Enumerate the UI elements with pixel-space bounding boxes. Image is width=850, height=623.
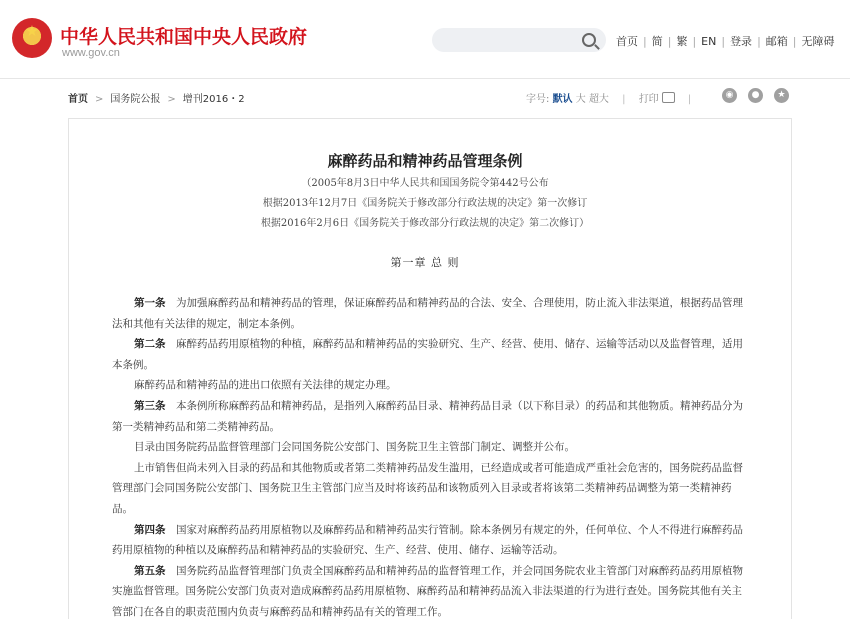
article-label: 第四条 bbox=[134, 523, 166, 536]
breadcrumb bbox=[68, 90, 245, 105]
breadcrumb-current[interactable]: 增刊2016・2 bbox=[182, 94, 245, 105]
article-text: 麻醉药品和精神药品的进出口依照有关法律的规定办理。 bbox=[134, 379, 397, 392]
paragraph bbox=[112, 334, 752, 375]
document-title: 麻醉药品和精神药品管理条例 bbox=[327, 152, 523, 170]
chevron-right-icon: > bbox=[167, 94, 176, 105]
font-size-default[interactable]: 默认 bbox=[552, 94, 573, 105]
nav-separator: | bbox=[721, 35, 726, 48]
wechat-share-icon[interactable]: ● bbox=[748, 88, 763, 103]
nav-login[interactable]: 登录 bbox=[730, 35, 753, 48]
font-size-label: 字号: bbox=[526, 94, 550, 105]
paragraph bbox=[112, 458, 752, 520]
chapter-heading: 第一章 总 则 bbox=[390, 256, 460, 269]
tool-separator: | bbox=[687, 94, 692, 105]
paragraph bbox=[112, 375, 752, 396]
paragraph bbox=[112, 437, 752, 458]
page-tools bbox=[526, 90, 701, 105]
site-title[interactable]: 中华人民共和国中央人民政府 bbox=[60, 26, 308, 48]
paragraph bbox=[112, 396, 752, 437]
nav-simplified[interactable]: 简 bbox=[651, 35, 663, 48]
font-size-xlarge[interactable]: 超大 bbox=[588, 94, 609, 105]
nav-separator: | bbox=[643, 35, 647, 48]
article-label: 第一条 bbox=[134, 297, 166, 309]
article-text: 为加强麻醉药品和精神药品的管理，保证麻醉药品和精神药品的合法、安全、合理使用，防止流入非法渠道，根据药品管理法和其他有关法律的规定，制定本条例。 bbox=[112, 297, 743, 330]
nav-separator: | bbox=[757, 35, 761, 48]
search-input[interactable] bbox=[432, 28, 606, 52]
nav-mail[interactable]: 邮箱 bbox=[765, 35, 788, 48]
breadcrumb-home[interactable]: 首页 bbox=[68, 94, 88, 105]
paragraph bbox=[112, 561, 752, 623]
top-nav bbox=[616, 33, 835, 49]
article-text: 国家对麻醉药品药用原植物以及麻醉药品和精神药品实行管制。除本条例另有规定的外，任何单位、个人不得进行麻醉药品药用原植物的种植以及麻醉药品和精神药品的实验研究、生产、经营、使用、储存、运输等活动。 bbox=[112, 523, 743, 557]
nav-accessibility[interactable]: 无障碍 bbox=[801, 35, 835, 48]
article-label: 第三条 bbox=[134, 399, 166, 412]
document-body bbox=[112, 293, 752, 623]
article-text: 上市销售但尚未列入目录的药品和其他物质或者第二类精神药品发生滥用，已经造成或者可能造成严重社会危害的，国务院药品监督管理部门会同国务院公安部门、国务院卫生主管部门应当及时将该药品和该物质列入目录或者将该第二类精神药品调整为第一类精神药品。 bbox=[112, 461, 743, 515]
article-text: 本条例所称麻醉药品和精神药品，是指列入麻醉药品目录、精神药品目录（以下称目录）的药品和其他物质。精神药品分为第一类精神药品和第二类精神药品。 bbox=[112, 399, 743, 433]
favorite-icon[interactable]: ★ bbox=[774, 88, 789, 103]
print-label: 打印 bbox=[638, 94, 659, 105]
document-subtitle: 根据2013年12月7日《国务院关于修改部分行政法规的决定》第一次修订 bbox=[262, 198, 588, 209]
tool-separator: | bbox=[622, 94, 626, 105]
print-button[interactable] bbox=[639, 94, 675, 105]
article-text: 麻醉药品药用原植物的种植，麻醉药品和精神药品的实验研究、生产、经营、使用、储存、运输等活动以及监督管理，适用本条例。 bbox=[112, 338, 743, 371]
printer-icon bbox=[662, 92, 675, 103]
nav-separator: | bbox=[692, 35, 697, 48]
breadcrumb-gazette[interactable]: 国务院公报 bbox=[110, 94, 161, 105]
national-emblem-icon[interactable]: ★ bbox=[12, 18, 52, 58]
nav-home[interactable]: 首页 bbox=[616, 35, 638, 48]
article-text: 目录由国务院药品监督管理部门会同国务院公安部门、国务院卫生主管部门制定、调整并公布。 bbox=[134, 441, 575, 454]
paragraph bbox=[112, 520, 752, 561]
weibo-share-icon[interactable]: ◉ bbox=[722, 88, 737, 103]
font-size-large[interactable]: 大 bbox=[575, 94, 586, 105]
nav-separator: | bbox=[792, 35, 797, 48]
document-subtitle: （2005年8月3日中华人民共和国国务院令第442号公布 bbox=[301, 178, 549, 189]
paragraph bbox=[112, 293, 752, 334]
nav-separator: | bbox=[667, 35, 672, 48]
chevron-right-icon: > bbox=[95, 94, 104, 105]
site-header bbox=[0, 0, 850, 79]
article-label: 第五条 bbox=[134, 564, 166, 577]
document-subtitle: 根据2016年2月6日《国务院关于修改部分行政法规的决定》第二次修订） bbox=[260, 218, 590, 229]
nav-traditional[interactable]: 繁 bbox=[676, 35, 688, 48]
site-url[interactable]: www.gov.cn bbox=[62, 47, 120, 59]
nav-english[interactable]: EN bbox=[701, 35, 717, 48]
article-label: 第二条 bbox=[134, 338, 166, 351]
article-text: 国务院药品监督管理部门负责全国麻醉药品和精神药品的监督管理工作，并会同国务院农业主管部门对麻醉药品药用原植物实施监督管理。国务院公安部门负责对造成麻醉药品药用原植物、麻醉药品和精神药品流入非法渠道的行为进行查处。国务院其他有关主管部门在各自的职责范围内负责与麻醉药品和精神药品有关的管理工作。 bbox=[112, 564, 743, 618]
search-icon[interactable] bbox=[582, 33, 596, 47]
